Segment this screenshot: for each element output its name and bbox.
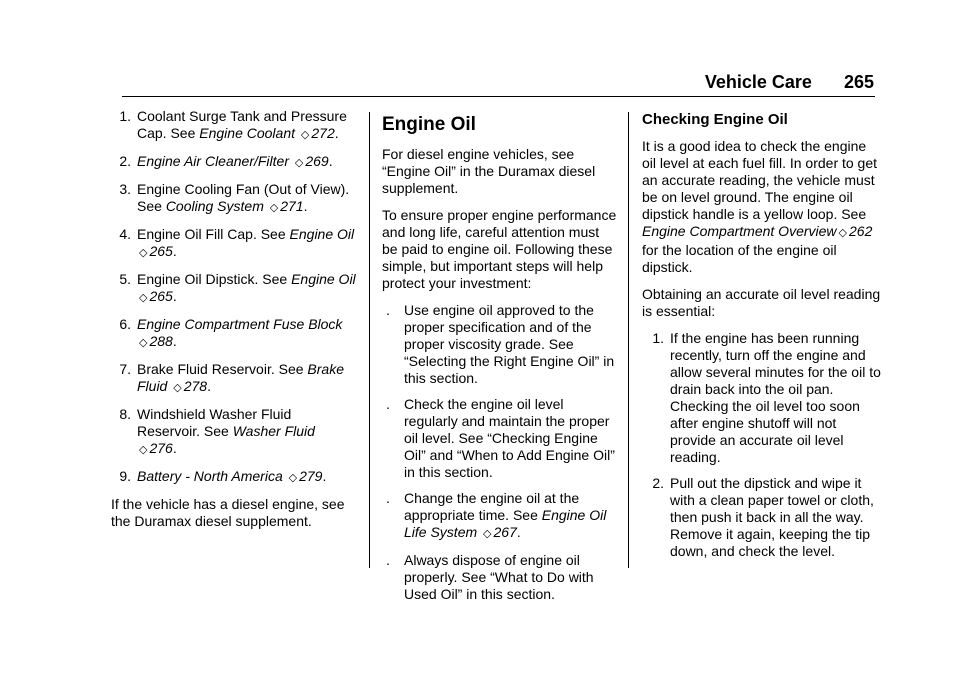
text: .	[322, 468, 327, 484]
page-ref-number[interactable]: 265	[149, 288, 173, 304]
page-ref-icon: ◇	[139, 337, 148, 349]
list-item	[111, 406, 357, 459]
text: Use engine oil approved to the proper specification and of the proper viscosity grade. See “Selecting the Right Engine Oil” in this section.	[404, 302, 615, 386]
page-ref-icon: ◇	[139, 292, 148, 304]
page-ref-number[interactable]: 288	[149, 333, 173, 349]
subsection-heading: Checking Engine Oil	[642, 111, 788, 128]
paragraph: For diesel engine vehicles, see “Engine Oil” in the Duramax diesel supplement.	[382, 146, 596, 196]
item-number: 1.	[119, 108, 131, 124]
text: Always dispose of engine oil properly. See “What to Do with Used Oil” in this section.	[404, 552, 594, 602]
page-ref-number[interactable]: 265	[149, 243, 173, 259]
paragraph	[642, 138, 882, 276]
list-item	[111, 468, 357, 487]
text: .	[172, 440, 177, 456]
item-number: 2.	[119, 153, 131, 169]
page-ref-number[interactable]: 279	[299, 468, 323, 484]
page-ref-number[interactable]: 262	[849, 223, 873, 239]
cross-reference-link[interactable]: Battery - North America	[137, 468, 283, 484]
step-text: If the engine has been running recently, turn off the engine and allow several minutes for the oil to drain back into the oil pan. Checking the oil level too soon after engine shutoff will not provide an accurate oil level reading.	[670, 330, 881, 465]
bullet-marker: .	[386, 302, 390, 318]
bullet-text	[404, 552, 618, 603]
page-header	[705, 72, 874, 93]
list-item	[111, 226, 357, 262]
cross-reference-link[interactable]: Engine Coolant	[199, 125, 296, 141]
text: Engine Cooling Fan (Out of View). See	[137, 181, 350, 214]
step-item	[642, 475, 882, 560]
item-text	[137, 406, 357, 459]
item-text	[137, 108, 357, 144]
page-ref-number[interactable]: 272	[311, 125, 335, 141]
column-divider	[628, 112, 629, 568]
list-item	[111, 181, 357, 217]
section-heading: Engine Oil	[382, 114, 476, 135]
cross-reference-link[interactable]: Engine Oil Life System	[404, 507, 607, 540]
list-item	[111, 271, 357, 307]
text: Coolant Surge Tank and Pressure Cap. See	[137, 108, 347, 141]
item-text	[137, 181, 357, 217]
bullet-item	[382, 552, 618, 603]
page-ref-icon: ◇	[269, 202, 279, 214]
bullet-item	[382, 396, 618, 481]
diesel-note: If the vehicle has a diesel engine, see the Duramax diesel supplement.	[111, 496, 345, 529]
list-item	[111, 361, 357, 397]
item-number: 8.	[119, 406, 131, 422]
page-ref-icon: ◇	[838, 227, 847, 239]
step-text: Pull out the dipstick and wipe it with a clean paper towel or cloth, then push it back in all the way. Remove it again, keeping the tip down, and check the level.	[670, 475, 874, 559]
page-ref-number[interactable]: 269	[305, 153, 329, 169]
page-number: 265	[843, 72, 874, 92]
text: Change the engine oil at the appropriate time. See	[404, 490, 580, 523]
item-number: 6.	[119, 316, 131, 332]
text: .	[328, 153, 333, 169]
text: for the location of the engine oil dipstick.	[642, 242, 837, 275]
cross-reference-link[interactable]: Engine Oil	[291, 271, 356, 287]
column-1	[111, 108, 357, 540]
text: Check the engine oil level regularly and maintain the proper oil level. See “Checking Engine Oil” and “When to Add Engine Oil” in this section.	[404, 396, 615, 480]
item-number: 9.	[119, 468, 131, 484]
cross-reference-link[interactable]: Engine Compartment Overview	[642, 223, 837, 239]
text: Engine Oil Dipstick. See	[137, 271, 292, 287]
running-head: Vehicle Care	[704, 72, 812, 92]
text: It is a good idea to check the engine oil level at each fuel fill. In order to get an accurate reading, the vehicle must be on level ground. The engine oil dipstick handle is a yellow loop. See	[642, 138, 878, 222]
page-ref-number[interactable]: 276	[149, 440, 173, 456]
page-ref-icon: ◇	[173, 382, 182, 394]
item-text	[137, 226, 357, 262]
step-list	[642, 330, 882, 560]
item-number: 5.	[119, 271, 131, 287]
text: .	[334, 125, 339, 141]
page-ref-number[interactable]: 278	[183, 378, 208, 394]
cross-reference-link[interactable]: Engine Compartment Fuse Block	[137, 316, 343, 332]
bullet-marker: .	[386, 552, 390, 568]
page-ref-icon: ◇	[139, 247, 148, 259]
page-ref-icon: ◇	[294, 157, 304, 169]
text: .	[207, 378, 211, 394]
cross-reference-link[interactable]: Washer Fluid	[232, 423, 315, 439]
text: .	[172, 333, 177, 349]
bullet-item	[382, 302, 618, 387]
page-ref-icon: ◇	[288, 472, 298, 484]
page-ref-icon: ◇	[300, 129, 310, 141]
step-number: 1.	[652, 330, 664, 346]
page-ref-icon: ◇	[139, 444, 148, 456]
text: Engine Oil Fill Cap. See	[137, 226, 290, 242]
list-item	[111, 316, 357, 352]
bullet-text	[404, 490, 618, 543]
text: .	[172, 243, 177, 259]
cross-reference-link[interactable]: Engine Oil	[289, 226, 355, 242]
item-text	[137, 316, 357, 352]
step-number: 2.	[652, 475, 664, 491]
item-text	[137, 361, 357, 397]
item-text	[137, 271, 357, 307]
item-number: 7.	[119, 361, 131, 377]
item-text	[137, 153, 357, 172]
bullet-marker: .	[386, 396, 390, 412]
list-item	[111, 108, 357, 144]
bullet-marker: .	[386, 490, 390, 506]
column-divider	[369, 112, 370, 568]
bullet-list	[382, 302, 618, 603]
column-2	[382, 108, 618, 612]
text: .	[303, 198, 308, 214]
cross-reference-link[interactable]: Engine Air Cleaner/Filter	[137, 153, 289, 169]
paragraph: To ensure proper engine performance and long life, careful attention must be paid to engine oil. Following these simple, but important steps will help protect your investment:	[382, 207, 617, 291]
list-item	[111, 153, 357, 172]
page-ref-number[interactable]: 271	[280, 198, 304, 214]
text: Brake Fluid Reservoir. See	[137, 361, 308, 377]
page-ref-number[interactable]: 267	[493, 524, 517, 540]
item-text	[137, 468, 357, 487]
cross-reference-link[interactable]: Cooling System	[165, 198, 264, 214]
text: .	[516, 524, 521, 540]
bullet-text	[404, 302, 618, 387]
item-number: 3.	[119, 181, 131, 197]
column-3	[642, 108, 882, 569]
component-list	[111, 108, 357, 487]
item-number: 4.	[119, 226, 131, 242]
step-item	[642, 330, 882, 466]
cross-reference-link[interactable]: Brake Fluid	[137, 361, 344, 394]
bullet-item	[382, 490, 618, 543]
text: Windshield Washer Fluid Reservoir. See	[137, 406, 292, 439]
paragraph: Obtaining an accurate oil level reading is essential:	[642, 286, 881, 319]
header-rule	[122, 96, 875, 97]
text: .	[172, 288, 177, 304]
bullet-text	[404, 396, 618, 481]
page-ref-icon: ◇	[483, 528, 492, 540]
